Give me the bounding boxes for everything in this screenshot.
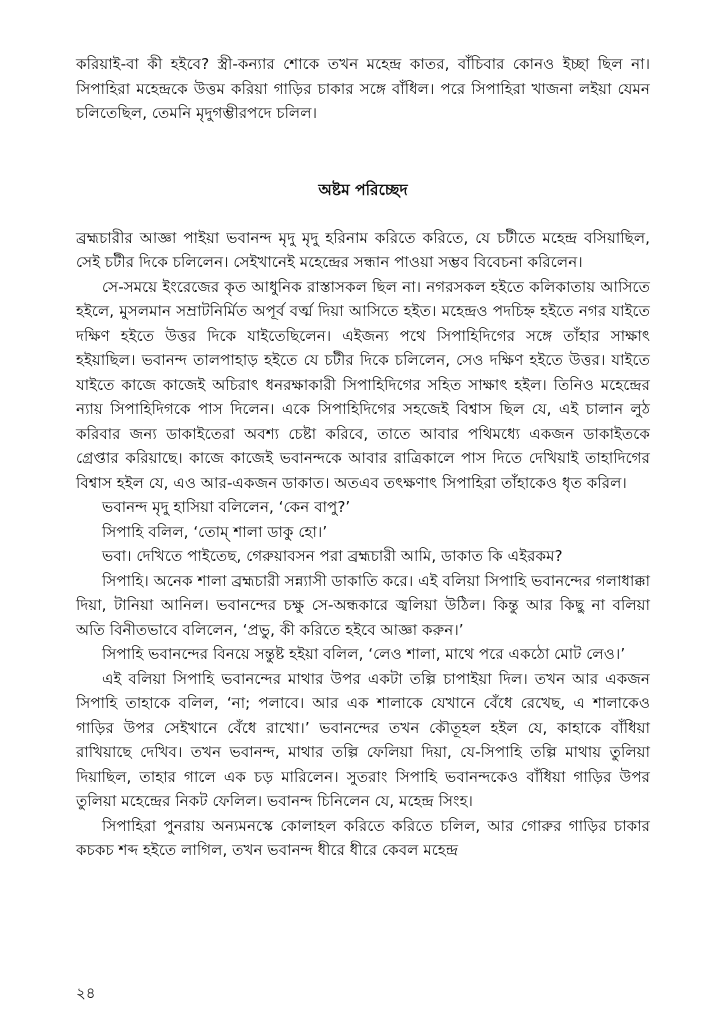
chapter-title: অষ্টম পরিচ্ছেদ bbox=[318, 180, 408, 199]
body-paragraph: সিপাহি। অনেক শালা ব্রহ্মচারী সন্ন্যাসী ডাকাতি করে। এই বলিয়া সিপাহি ভবানন্দের গলাধাক্কা দিয়া, টানিয়া আনিল। ভবানন্দের চক্ষু সে-অন্ধকারে জ্বলিয়া উঠিল। কিন্তু আর কিছু না বলিয়া অতি বিনীতভাবে বলিলেন, ‘প্রভু, কী করিতে হইবে আজ্ঞা করুন।’ bbox=[76, 571, 650, 639]
dialogue-line: ভবানন্দ মৃদু হাসিয়া বলিলেন, ‘কেন বাপু?’ bbox=[102, 498, 351, 516]
body-paragraph: সিপাহি ভবানন্দের বিনয়ে সন্তুষ্ট হইয়া বলিল, ‘লেও শালা, মাথে পরে একঠো মোট লেও।’ bbox=[102, 645, 626, 663]
body-paragraph: ব্রহ্মচারীর আজ্ঞা পাইয়া ভবানন্দ মৃদু মৃদু হরিনাম করিতে করিতে, যে চটীতে মহেন্দ্র বসিয়াছিল, সেই চটীর দিকে চলিলেন। সেইখানেই মহেন্দ্রের সন্ধান পাওয়া সম্ভব বিবেচনা করিলেন। bbox=[76, 228, 650, 271]
page-number: ২৪ bbox=[76, 984, 96, 1002]
book-page bbox=[76, 52, 650, 863]
continuation-paragraph: করিয়াই-বা কী হইবে? স্ত্রী-কন্যার শোকে তখন মহেন্দ্র কাতর, বাঁচিবার কোনও ইচ্ছা ছিল না। সিপাহিরা মহেন্দ্রকে উত্তম করিয়া গাড়ির চাকার সঙ্গে বাঁধিল। পরে সিপাহিরা খাজনা লইয়া যেমন চলিতেছিল, তেমনি মৃদুগম্ভীরপদে চলিল। bbox=[76, 55, 650, 122]
dialogue-line: ভবা। দেখিতে পাইতেছ, গেরুয়াবসন পরা ব্রহ্মচারী আমি, ডাকাত কি এইরকম? bbox=[102, 547, 563, 565]
body-paragraph: এই বলিয়া সিপাহি ভবানন্দের মাথার উপর একটা তল্পি চাপাইয়া দিল। তখন আর একজন সিপাহি তাহাকে বলিল, ‘না; পলাবে। আর এক শালাকে যেখানে বেঁধে রেখেছ, এ শালাকেও গাড়ির উপর সেইখানে বেঁধে রাখো।’ ভবানন্দের তখন কৌতূহল হইল যে, কাহাকে বাঁধিয়া রাখিয়াছে দেখিব। তখন ভবানন্দ, মাথার তল্পি ফেলিয়া দিয়া, যে-সিপাহি তল্পি মাথায় তুলিয়া দিয়াছিল, তাহার গালে এক চড় মারিলেন। সুতরাং সিপাহি ভবানন্দকেও বাঁধিয়া গাড়ির উপর তুলিয়া মহেন্দ্রের নিকট ফেলিল। ভবানন্দ চিনিলেন যে, মহেন্দ্র সিংহ। bbox=[76, 669, 650, 810]
body-paragraph: সিপাহিরা পুনরায় অন্যমনস্কে কোলাহল করিতে করিতে চলিল, আর গোরুর গাড়ির চাকার কচকচ শব্দ হইতে লাগিল, তখন ভবানন্দ ধীরে ধীরে কেবল মহেন্দ্র bbox=[76, 816, 650, 859]
dialogue-line: সিপাহি বলিল, ‘তোম্ শালা ডাকু হো।’ bbox=[102, 522, 328, 541]
body-paragraph: সে-সময়ে ইংরেজের কৃত আধুনিক রাস্তাসকল ছিল না। নগরসকল হইতে কলিকাতায় আসিতে হইলে, মুসলমান সম্রাটনির্মিত অপূর্ব বর্ত্ম দিয়া আসিতে হইত। মহেন্দ্রও পদচিহ্ন হইতে নগর যাইতে দক্ষিণ হইতে উত্তর দিকে যাইতেছিলেন। এইজন্য পথে সিপাহিদিগের সঙ্গে তাঁহার সাক্ষাৎ হইয়াছিল। ভবানন্দ তালপাহাড় হইতে যে চটীর দিকে চলিলেন, সেও দক্ষিণ হইতে উত্তর। যাইতে যাইতে কাজে কাজেই অচিরাৎ ধনরক্ষাকারী সিপাহিদিগের সহিত সাক্ষাৎ হইল। তিনিও মহেন্দ্রের ন্যায় সিপাহিদিগকে পাস দিলেন। একে সিপাহিদিগের সহজেই বিশ্বাস ছিল যে, এই চালান লুঠ করিবার জন্য ডাকাইতেরা অবশ্য চেষ্টা করিবে, তাতে আবার পথিমধ্যে একজন ডাকাইতকে গ্রেপ্তার করিয়াছে। কাজে কাজেই ভবানন্দকে আবার রাত্রিকালে পাস দিতে দেখিয়াই তাহাদিগের বিশ্বাস হইল যে, এও আর-একজন ডাকাত। অতএব তৎক্ষণাৎ সিপাহিরা তাঁহাকেও ধৃত করিল। bbox=[76, 277, 650, 492]
